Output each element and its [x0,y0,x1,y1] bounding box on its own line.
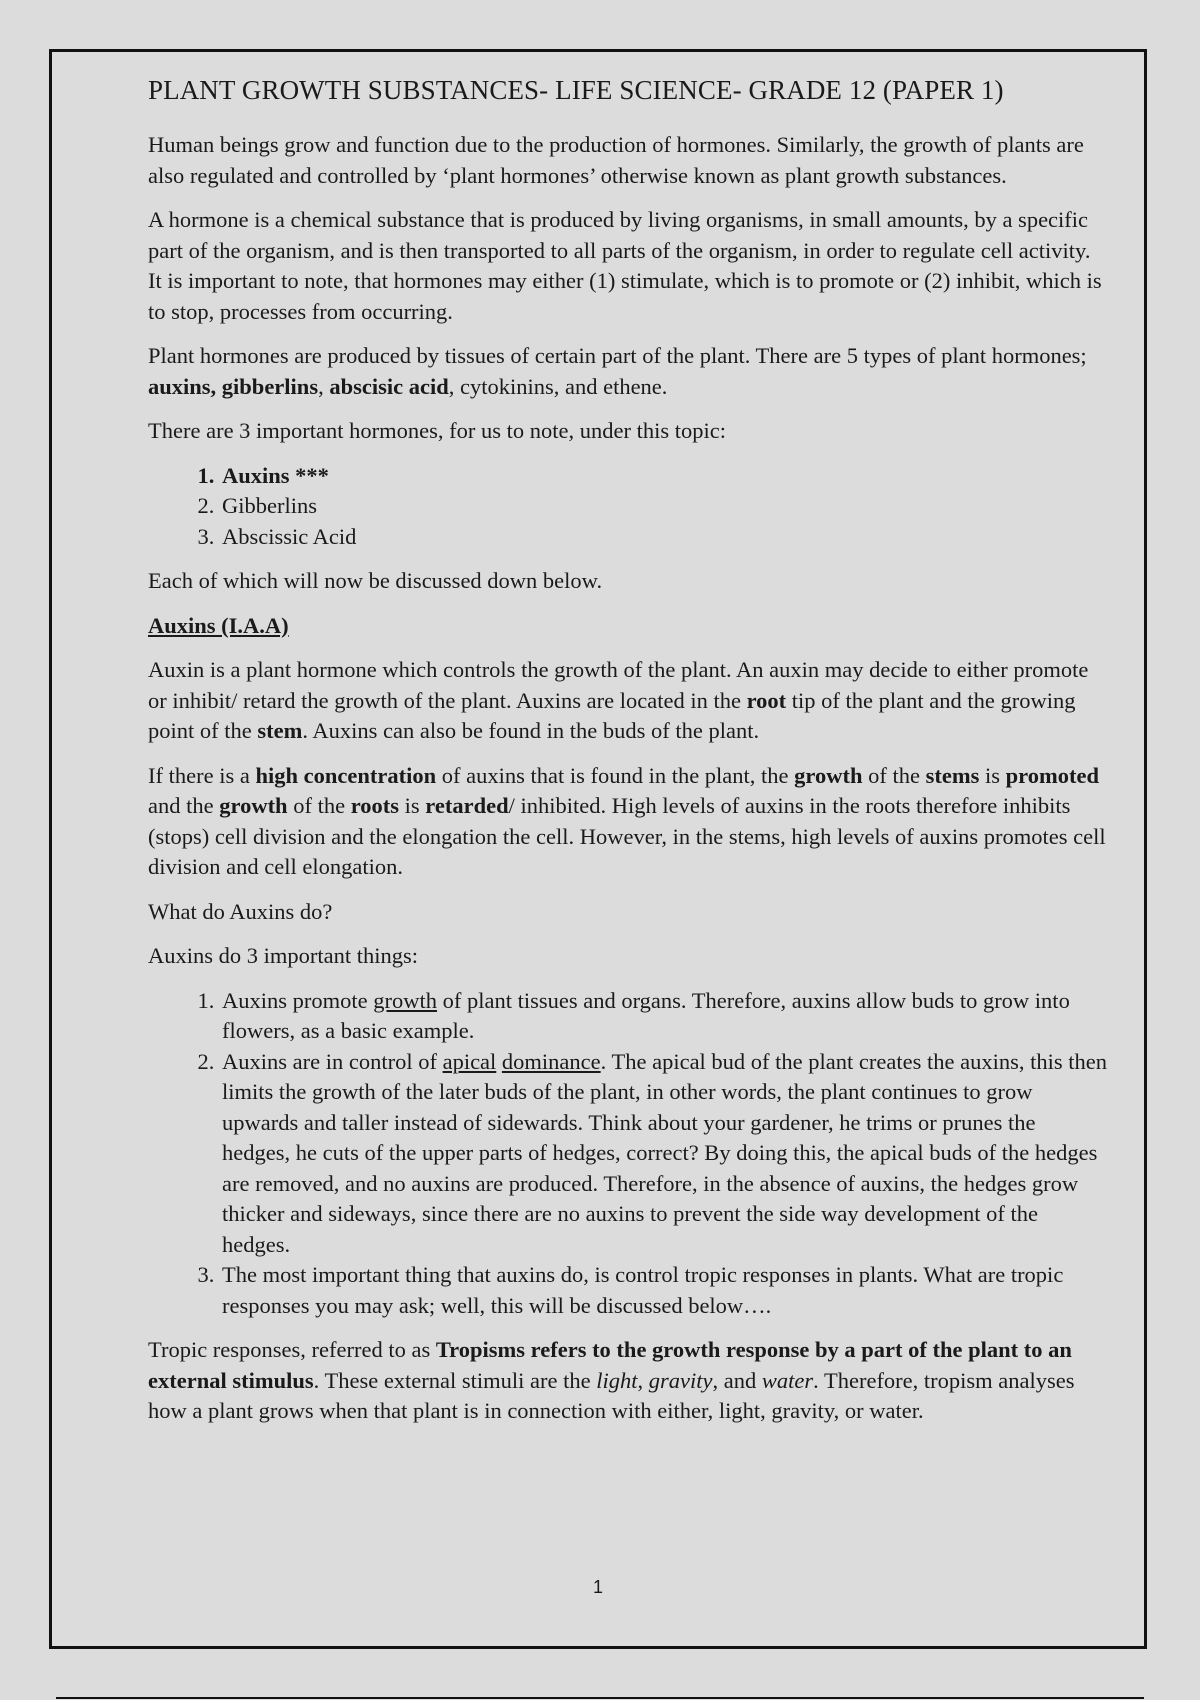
separator: , [637,1367,649,1393]
text-run: Tropic responses, referred to as [148,1337,436,1362]
list-item: 2. Gibberlins [220,491,1108,522]
text-run: . These external stimuli are the [313,1367,597,1393]
list-item [220,1047,1108,1261]
list-item [220,986,1108,1047]
italic-term-water: water [761,1367,814,1393]
text-run: Auxin is a plant hormone which controls the growth of the plant. An auxin may decide to either promote or inhibit/ retard the growth of the plant. Auxins are located in the [148,657,1089,713]
italic-term-gravity: gravity [648,1367,713,1393]
discussed-below-text: Each of which will now be discussed down below. [148,568,603,593]
list-item: 1. Auxins *** [220,461,1108,492]
bold-definition: Tropisms refers to the growth response by a part of the plant to an external stimulus [148,1337,1072,1393]
text-run: Plant hormones are produced by tissues of certain part of the plant. There are 5 types of plant hormones; [148,343,1087,368]
page-content [148,72,1108,1441]
separator: , [318,373,330,399]
bold-term-auxins: auxins [148,373,211,399]
auxin-description-paragraph [148,655,1108,747]
plant-hormones-paragraph [148,341,1108,402]
underlined-term: dominance [501,1048,601,1074]
auxin-functions-list [148,986,1108,1322]
bold-term: growth [219,793,288,818]
text-run: of auxins that is found in the plant, the [436,762,795,788]
text-run: is [979,762,1006,788]
list-item: 3. The most important thing that auxins do, is control tropic responses in plants. What are tropic responses you may ask; well, this will be discussed below…. [220,1260,1108,1321]
concentration-paragraph [148,761,1108,883]
separator: , [210,373,222,399]
things-intro-text: Auxins do 3 important things: [148,943,418,968]
underlined-term: growth [373,987,437,1013]
list-item: 3. Abscissic Acid [220,522,1108,553]
bold-term: high concentration [255,762,437,788]
hormone-definition-paragraph: A hormone is a chemical substance that is produced by living organisms, in small amounts, by a specific part of the organism, and is then transported to all parts of the organism, in order to regulate cell activity. It is important to note, that hormones may either (1) stimulate, which is to promote or (2) inhibit, which is to stop, processes from occurring. [148,207,1102,324]
auxins-section-heading: Auxins (I.A.A) [148,612,289,638]
text-run: , and [712,1367,762,1393]
text-run: of the [287,793,351,818]
text-run: . Therefore, tropism analyses how a plant grows when that plant is in connection with either, light, gravity, or water. [148,1367,1075,1423]
important-hormones-intro: There are 3 important hormones, for us to note, under this topic: [148,418,726,443]
page-number: 1 [592,1577,603,1597]
bold-term: promoted [1005,762,1099,788]
bold-term: growth [794,762,863,788]
tropism-paragraph [148,1335,1108,1427]
underlined-term: apical [442,1048,497,1074]
intro-paragraph: Human beings grow and function due to the production of hormones. Similarly, the growth of plants are also regulated and controlled by ‘plant hormones’ otherwise known as plant growth substances. [148,132,1084,188]
question-text: What do Auxins do? [148,898,333,924]
bold-term: retarded [425,793,509,818]
text-run: of plant tissues and organs. Therefore, auxins allow buds to grow into flowers, as a basic example. [222,987,1070,1043]
hormone-list [148,461,1108,553]
text-run: Auxins are in control of [222,1048,443,1074]
bold-term-abscisic-acid: abscisic acid [329,373,449,399]
text-run: If there is a [148,762,256,788]
text-run: / inhibited. High levels of auxins in the roots therefore inhibits (stops) cell division and the elongation the cell. However, in the stems, high levels of auxins promotes cell division and cell elongation. [148,793,1106,879]
bold-term: stems [925,762,980,788]
italic-term-light: light [596,1367,638,1393]
bold-term-gibberlins: gibberlins [221,373,319,399]
bold-term: roots [350,793,400,818]
text-run: of the [862,762,926,788]
page-frame [49,49,1147,1649]
text-run: . Auxins can also be found in the buds of the plant. [302,718,760,743]
text-run: Auxins promote [222,987,374,1013]
text-run: . The apical bud of the plant creates the auxins, this then limits the growth of the later buds of the plant, in other words, the plant continues to grow upwards and taller instead of sidewards. Think about your gardener, he trims or prunes the hedges, he cuts of the upper parts of hedges, correct? By doing this, the apical buds of the hedges are removed, and no auxins are produced. Therefore, in the absence of auxins, the hedges grow thicker and sideways, since there are no auxins to prevent the side way development of the hedges. [222,1048,1107,1257]
text-run: tip of the plant and the growing point of the [148,687,1076,743]
text-run: , cytokinins, and ethene. [448,373,668,399]
bold-term-root: root [746,687,787,713]
next-page-border [56,1697,1144,1699]
document-title: PLANT GROWTH SUBSTANCES- LIFE SCIENCE- GRADE 12 (PAPER 1) [148,75,1004,105]
bold-term-stem: stem [257,718,303,743]
text-run: and the [148,793,220,818]
text-run: is [399,793,426,818]
